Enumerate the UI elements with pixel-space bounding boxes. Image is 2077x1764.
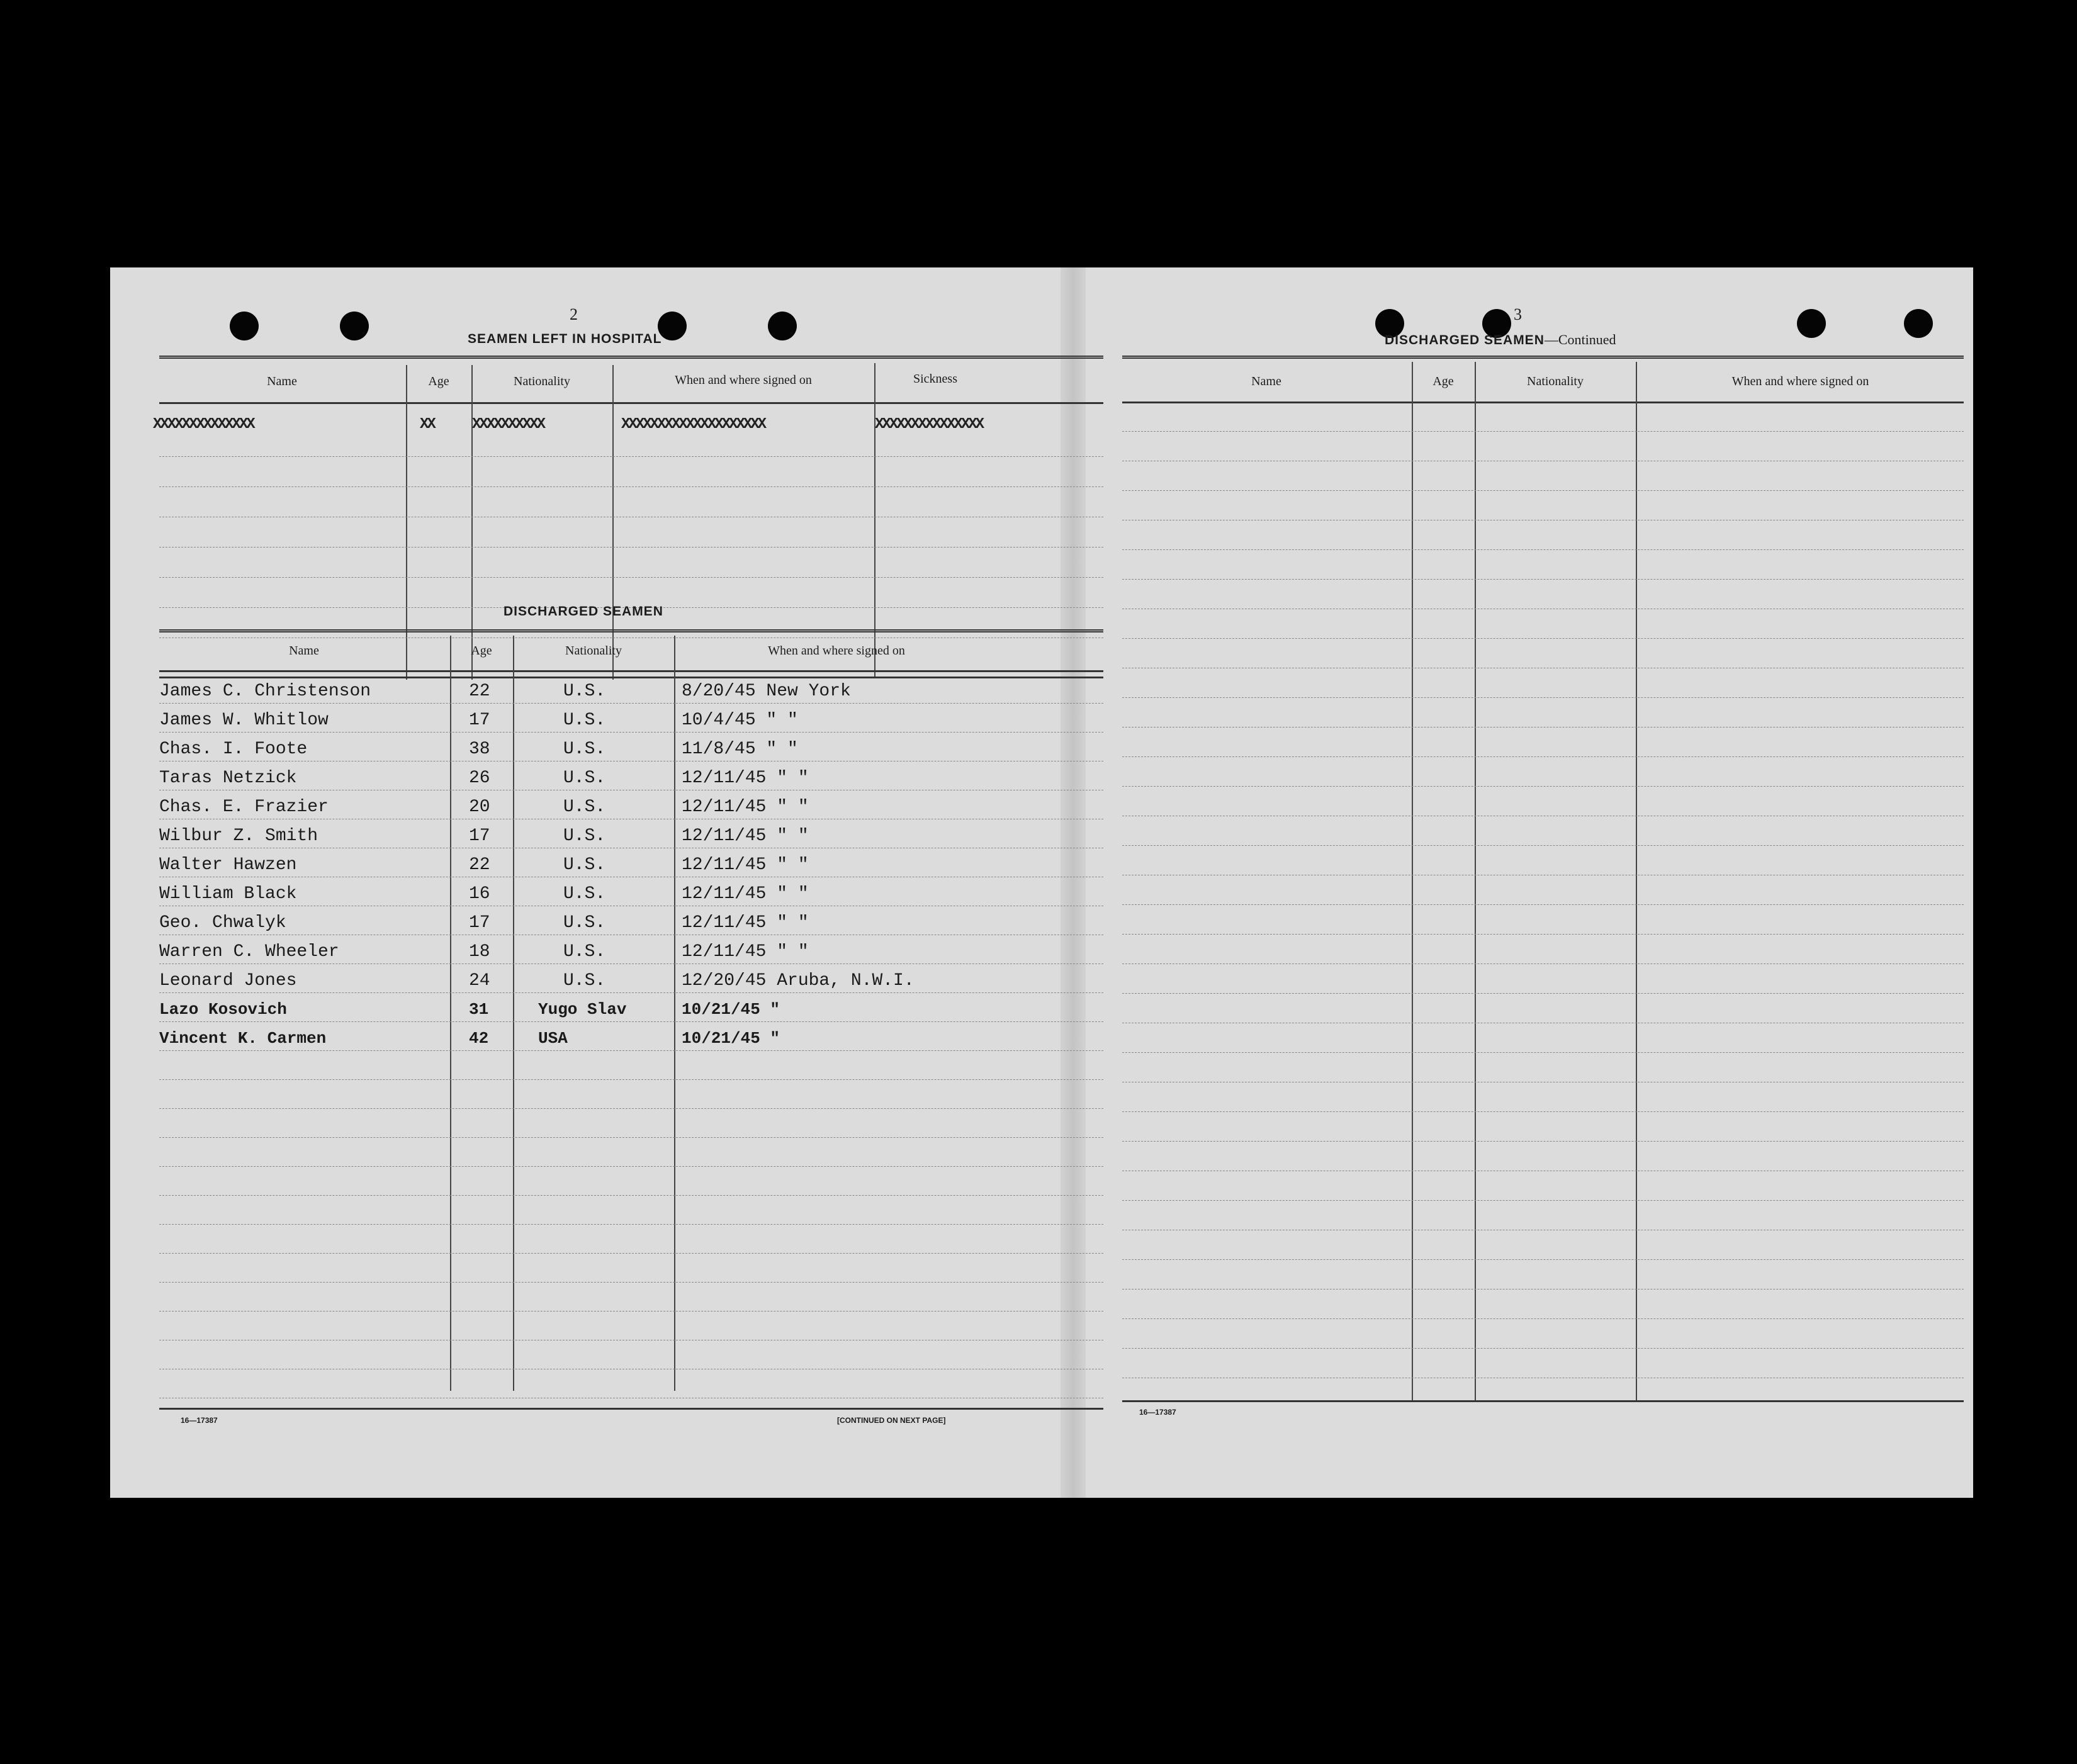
continued-row-line [1122,1318,1964,1319]
discharged-age-cell: 17 [469,826,490,846]
continued-note: [CONTINUED ON NEXT PAGE] [837,1416,946,1425]
discharged-name-cell: James C. Christenson [159,682,371,701]
hospital-signed-on-crossed: XXXXXXXXXXXXXXXXXXXX [621,416,765,433]
discharged-name-cell: Wilbur Z. Smith [159,826,318,846]
discharged-row-line [159,1224,1103,1225]
continued-header-rule [1122,402,1964,403]
discharged-nationality-cell: U.S. [563,855,606,875]
discharged-row-line [159,1311,1103,1312]
discharged-signed-on-cell: 12/11/45 " " [682,797,809,817]
hospital-nationality-crossed: XXXXXXXXXX [472,416,544,433]
hospital-col-divider [406,365,407,680]
continued-row-line [1122,963,1964,964]
discharged-row-line [159,963,1103,964]
hospital-name-crossed: XXXXXXXXXXXXXX [153,416,254,433]
continued-row-line [1122,1141,1964,1142]
continued-bottom-rule [1122,1400,1964,1402]
continued-row-line [1122,756,1964,757]
manifest-sheet [110,267,1973,1498]
continued-col-divider [1412,362,1413,1400]
hospital-bottom-rule [159,677,1103,678]
discharged-nationality-cell: U.S. [563,739,606,759]
discharged-name-cell: Walter Hawzen [159,855,297,875]
hospital-header-age: Age [428,374,449,388]
discharged-signed-on-cell: 12/11/45 " " [682,768,809,788]
discharged-nationality-cell: Yugo Slav [538,1000,627,1019]
discharged-continued-title-main: DISCHARGED SEAMEN [1385,333,1545,347]
discharged-signed-on-cell: 10/4/45 " " [682,711,798,730]
discharged-age-cell: 22 [469,855,490,875]
discharged-signed-on-cell: 12/11/45 " " [682,855,809,875]
continued-row-line [1122,638,1964,639]
continued-header-nationality: Nationality [1527,374,1584,388]
continued-header-age: Age [1433,374,1454,388]
continued-row-line [1122,579,1964,580]
hospital-row-line [159,456,1103,457]
discharged-nationality-cell: U.S. [563,711,606,730]
discharged-age-cell: 16 [469,884,490,904]
hospital-header-name: Name [267,374,297,388]
discharged-row-line [159,1050,1103,1051]
continued-row-line [1122,786,1964,787]
right-page [1092,267,1973,1498]
discharged-top-rule [159,629,1103,632]
discharged-signed-on-cell: 12/11/45 " " [682,826,809,846]
continued-row-line [1122,490,1964,491]
hospital-row-line [159,547,1103,548]
discharged-row-line [159,1108,1103,1109]
hospital-header-sickness: Sickness [913,372,957,386]
left-page [110,267,1067,1498]
discharged-row-line [159,992,1103,993]
discharged-age-cell: 22 [469,682,490,701]
discharged-name-cell: Warren C. Wheeler [159,942,339,962]
discharged-age-cell: 20 [469,797,490,817]
discharged-row-line [159,1253,1103,1254]
discharged-age-cell: 24 [469,971,490,991]
hospital-row-line [159,486,1103,487]
discharged-age-cell: 38 [469,739,490,759]
discharged-nationality-cell: U.S. [563,971,606,991]
discharged-header-nationality: Nationality [565,644,622,658]
discharged-age-cell: 17 [469,913,490,933]
discharged-nationality-cell: U.S. [563,797,606,817]
discharged-row-line [159,1166,1103,1167]
discharged-age-cell: 18 [469,942,490,962]
continued-col-divider [1475,362,1476,1400]
continued-row-line [1122,1111,1964,1112]
discharged-section-title: DISCHARGED SEAMEN [504,604,663,619]
discharged-nationality-cell: U.S. [563,826,606,846]
discharged-age-cell: 42 [469,1029,489,1048]
form-number: 16—17387 [1139,1408,1176,1417]
hospital-col-divider [471,365,473,680]
continued-row-line [1122,1259,1964,1260]
discharged-name-cell: Vincent K. Carmen [159,1029,327,1048]
hospital-col-divider [612,365,614,680]
discharged-header-signed-on: When and where signed on [768,644,905,658]
discharged-header-rule [159,670,1103,672]
discharged-age-cell: 31 [469,1000,489,1019]
continued-col-divider [1636,362,1637,1400]
discharged-continued-title [1385,332,1616,348]
continued-row-line [1122,993,1964,994]
discharged-col-divider [674,636,675,1391]
form-number: 16—17387 [181,1416,218,1425]
discharged-row-line [159,1195,1103,1196]
discharged-row-line [159,703,1103,704]
discharged-name-cell: Taras Netzick [159,768,297,788]
continued-row-line [1122,1348,1964,1349]
continued-row-line [1122,934,1964,935]
discharged-age-cell: 17 [469,711,490,730]
hospital-header-rule [159,402,1103,404]
discharged-nationality-cell: U.S. [563,942,606,962]
continued-row-line [1122,1052,1964,1053]
discharged-signed-on-cell: 12/11/45 " " [682,913,809,933]
discharged-signed-on-cell: 12/20/45 Aruba, N.W.I. [682,971,915,991]
discharged-name-cell: Chas. E. Frazier [159,797,329,817]
discharged-row-line [159,1137,1103,1138]
discharged-row-line [159,1021,1103,1022]
hospital-section-title: SEAMEN LEFT IN HOSPITAL [468,332,662,346]
continued-row-line [1122,845,1964,846]
hospital-header-nationality: Nationality [514,374,570,388]
discharged-bottom-rule [159,1408,1103,1410]
continued-header-name: Name [1251,374,1281,388]
discharged-nationality-cell: U.S. [563,682,606,701]
discharged-continued-title-suffix: —Continued [1544,332,1616,347]
hospital-header-signed-on: When and where signed on [675,373,812,387]
discharged-name-cell: James W. Whitlow [159,711,329,730]
discharged-name-cell: Leonard Jones [159,971,297,991]
discharged-col-divider [450,636,451,1391]
discharged-name-cell: William Black [159,884,297,904]
continued-row-line [1122,549,1964,550]
discharged-name-cell: Chas. I. Foote [159,739,308,759]
page-number: 3 [1514,305,1522,323]
continued-top-rule [1122,356,1964,359]
discharged-header-age: Age [471,644,492,658]
hospital-sickness-crossed: XXXXXXXXXXXXXXX [875,416,983,433]
continued-header-signed-on: When and where signed on [1731,374,1869,388]
continued-row-line [1122,727,1964,728]
discharged-nationality-cell: USA [538,1029,568,1048]
discharged-row-line [159,1079,1103,1080]
discharged-nationality-cell: U.S. [563,768,606,788]
discharged-signed-on-cell: 12/11/45 " " [682,942,809,962]
continued-row-line [1122,1200,1964,1201]
hospital-age-crossed: XX [420,416,434,433]
discharged-signed-on-cell: 8/20/45 New York [682,682,851,701]
hospital-top-rule [159,356,1103,359]
discharged-name-cell: Lazo Kosovich [159,1000,287,1019]
discharged-row-line [159,732,1103,733]
continued-row-line [1122,904,1964,905]
discharged-name-cell: Geo. Chwalyk [159,913,286,933]
discharged-header-name: Name [289,644,319,658]
continued-row-line [1122,431,1964,432]
discharged-signed-on-cell: 12/11/45 " " [682,884,809,904]
discharged-signed-on-cell: 10/21/45 " [682,1000,780,1019]
discharged-age-cell: 26 [469,768,490,788]
discharged-nationality-cell: U.S. [563,913,606,933]
discharged-col-divider [513,636,514,1391]
discharged-signed-on-cell: 11/8/45 " " [682,739,798,759]
page-number: 2 [570,305,578,323]
discharged-nationality-cell: U.S. [563,884,606,904]
hospital-row-line [159,577,1103,578]
discharged-row-line [159,1282,1103,1283]
continued-row-line [1122,697,1964,698]
discharged-signed-on-cell: 10/21/45 " [682,1029,780,1048]
